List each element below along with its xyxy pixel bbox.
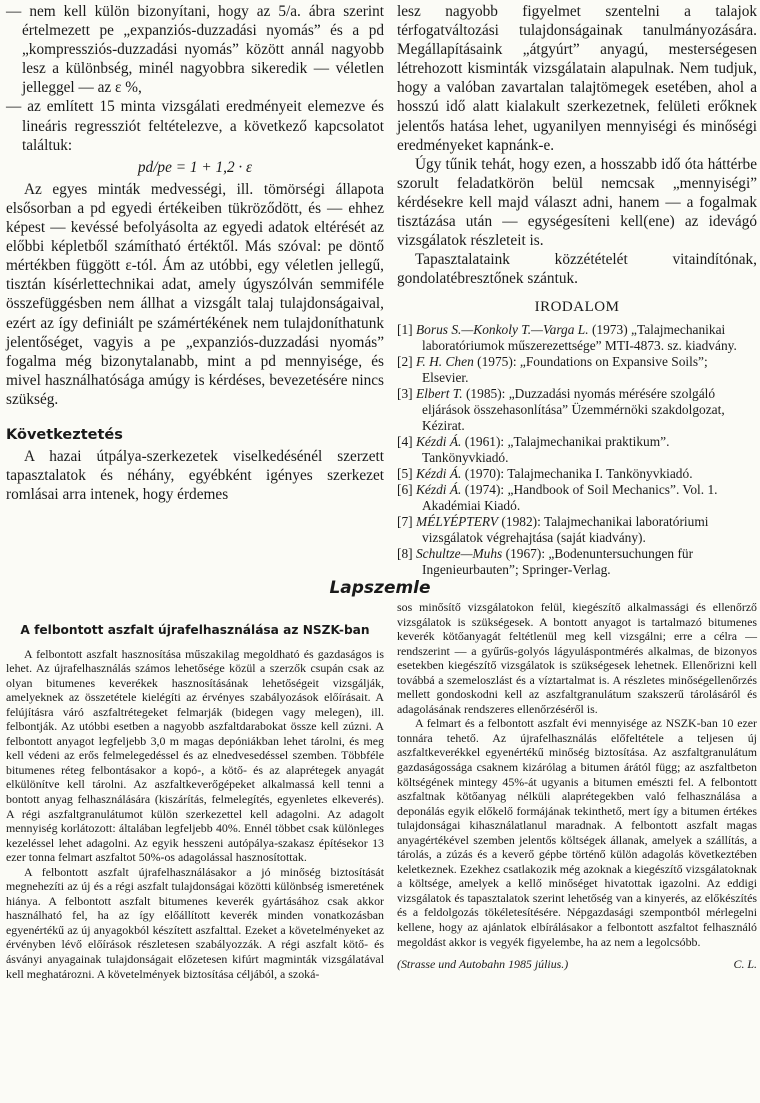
formula: pd/pe = 1 + 1,2 · ε [137,158,253,176]
reference-item: [6] Kézdi Á. (1974): „Handbook of Soil Mechanics”. Vol. 1. Akadémiai Kiadó. [397,481,718,514]
author-initials: C. L. [733,957,757,972]
source-line [397,957,757,972]
article-title: A felbontott aszfalt újrafelhasználása az NSZK-ban [20,623,370,637]
paragraph: A hazai útpálya-szerkezetek viselkedésénél szerzett tapasztalatok és néhány, egyébként igényes szerkezet romlásai arra intenek, hogy érdemes [6,448,384,504]
bullet-item-1: — nem kell külön bizonyítani, hogy az 5/a. ábra szerint értelmezett pe „expanziós-duzzadási nyomás” és a pd „kompressziós-duzzadási nyomás” között annál nagyobb lesz a különbség, minél nagyobbra sikeredik — véletlen jelleggel — az ε %, [6,3,384,97]
reference-item: [2] F. H. Chen (1975): „Foundations on Expansive Soils”; Elsevier. [397,353,708,385]
section-title-lapszemle: Lapszemle [329,578,431,598]
reference-list [397,322,757,579]
reference-item: [5] Kézdi Á. (1970): Talajmechanika I. Tankönyvkiadó. [397,465,693,481]
paragraph: A felbontott aszfalt újrafelhasználásakor a jó minőség biztosítását megnehezíti az új és a régi aszfalt tulajdonságai közötti különbség ismeretének hiánya. A felbontott aszfalt bitumenes keverék gyártásához csak akkor használható fel, ha az így előállított keverék minden vonatkozásban egyenértékű az új anyagokból készített aszfalttal. Ezeket a követelményeket az érvényben lévő előírások részletesen szabályozzák. A régi aszfalt kötő- és ásványi anyagainak tulajdonságait előzetesen kifúrt magminták vizsgálatával kell meghatározni. A követelmények biztosítása céljából, a szoká- [6,864,384,981]
bullet-item-2: — az említett 15 minta vizsgálati eredményeit elemezve és lineáris regressziót feltételezve, a következő kapcsolatot találtuk: [6,98,384,154]
reference-item: [1] Borus S.—Konkoly T.—Varga L. (1973) „Talajmechanikai laboratóriumok műszerezettsége” MTI-4873. sz. kiadvány. [397,321,737,353]
paragraph: Úgy tűnik tehát, hogy ezen, a hosszabb idő óta háttérbe szorult feladatkörön belül nemcsak „mennyiségi” kérdésekre kell majd választ adni, hanem — a fogalmak tisztázása után — egységesíteni kell(ene) az idevágó vizsgálatok részleteit is. [397,155,757,250]
reference-item: [8] Schultze—Muhs (1967): „Bodenuntersuchungen für Ingenieurbauten”; Springer-Verlag. [397,546,694,578]
top-right-column [397,2,757,578]
reference-item: [4] Kézdi Á. (1961): „Talajmechanikai praktikum”. Tankönyvkiadó. [397,433,670,465]
paragraph: sos minősítő vizsgálatokon felül, kiegészítő alkalmassági és ellenőrző vizsgálatok is szükségesek. A bontott anyagot is tartalmazó bitumenes keverék kötőanyagát feltétlenül meg kell vizsgálni; erre a célra — rendszerint — a gyűrűs-golyós lágyuláspontmérés alkalmas, de bizonyos esetekben kiegészítő vizsgálatok is szükségesek lehetnek. Ellenőrizni kell továbbá a szemeloszlást és a víztartalmat is. A részletes minőségellenőrzés mellett gondoskodni kell az aszfaltgranulátum szakszerű tárolásáról és adagolásának rendszeres ellenőrzéséről is. [397,600,757,716]
top-left-column [6,2,384,504]
section-heading-conclusion: Következtetés [6,426,123,443]
paragraph: Tapasztalataink közzétételét vitaindítónak, gondolatébresztőnek szántuk. [397,251,757,288]
reference-item: [7] MÉLYÉPTERV (1982): Talajmechanikai laboratóriumi vizsgálatok végrehajtása (saját kiadvány). [397,514,709,546]
paragraph: Az egyes minták medvességi, ill. tömörségi állapota elsősorban a pd egyedi értékeiben tükröződött, és — ehhez képest — kevéssé befolyásolta az egyedi adatok eltérését az előbbi képletből számítható értéktől. Más szóval: pe döntő mértékben függött ε-tól. Ám az utóbbi, egy véletlen jellegű, tisztán kísérlettechnikai adat, amely úgyszólván semmiféle összefüggésben nem állhat a vizsgált talaj tulajdonságaival, ezért az így definiált pe számértékének nem tulajdoníthatunk jelentőséget, vagyis a pe „expanziós-duzzadási nyomás” fogalma még bizonytalanabb, mint a pd mennyisége, és mivel használhatósága amúgy is kérdéses, bevezetésére nincs szükség. [6,180,384,408]
paragraph: lesz nagyobb figyelmet szentelni a talajok térfogatváltozási tulajdonságainak tanulmányozására. Megállapításaink „átgyúrt” anyagú, mesterségesen létrehozott kisminták vizsgálatain alapulnak. Nem tudjuk, hogy a valóban zavartalan talajtömegek esetében, ahol a hosszú idő alatt kialakult szerkezetnek, felületi erőknek jelentős hatása lehet, ugyanilyen mennyiségi és minőségi eredményeket kapnánk-e. [397,3,757,154]
bottom-left-column [6,623,384,981]
paragraph: A felbontott aszfalt hasznosítása műszakilag megoldható és gazdaságos is lehet. Az újrafelhasználás számos lehetősége közül a szerzők csupán csak az olyan bitumenes keverékek hasznosításának lehetőségeit vizsgálják, amelyeknek az összetétele kielégíti az érvényes szabályozások előírásait. A felújításra váró aszfaltrétegeket felmarják (bidegen vagy melegen), ill. felbontják. Az utóbbi esetben a nagyobb aszfaltdarabokat össze kell zúzni. A felbontott anyagot legfeljebb 3,0 m magas depóniákban lehet tárolni, és meg kell védeni az erős felmelegedéssel és az elnedvesedéssel szemben. Többféle bitumenes réteg felbontásakor a kopó-, a kötő- és az alaprétegek anyagát elkülönítve kell tárolni. Az aszfaltkeverőgépeket alkalmassá kell tenni a bontott anyag felhasználására (kiszárítás, felmelegítés, egyenletes elkeverés). A régi aszfaltgranulátumot külön szerkezettel kell adagolni. Az adagolt mennyiség korlátozott: általában legfeljebb 40%. Ennél többet csak különleges kezeléssel lehet adagolni. Az egyik hesszeni autópálya-szakasz építésekor 13 ezer tonna felmart aszfaltot 50%-os adagolással hasznosítottak. [6,646,384,865]
references-heading: IRODALOM [534,299,620,316]
source-citation: (Strasse und Autobahn 1985 július.) [397,957,569,972]
reference-item: [3] Elbert T. (1985): „Duzzadási nyomás mérésére szolgáló eljárások összehasonlítása” Üzemmérnöki szakdolgozat, Kézirat. [397,385,725,433]
paragraph: A felmart és a felbontott aszfalt évi mennyisége az NSZK-ban 10 ezer tonnára tehető. Az újrafelhasználás előfeltétele a teljesen új aszfaltkeverékkel egyenértékű minőség biztosítása. Az aszfaltgranulátum gazdaságossága csaknem kizárólag a bitumen árától függ; az aszfaltbeton költségének mintegy 45%-át ugyanis a bitumen emészti fel. A felbontott aszfaltnak kötőanyag nélküli alaprétegekben való felhasználása a deponálás egyik előkelő formájának tekinthető, mert így a bitumen értékes tulajdonságai kihasználatlanul maradnak. A felbontott aszfalt magas anyagértékével szemben jelentős költségek állanak, amelyek a szállítás, a tárolás, a zúzás és a keverő gépbe történő külön adagolás következtében keletkeznek. Ezekhez csatlakozik még azoknak a kiegészítő vizsgálatoknak a költsége, amelyek a kellő minőséget hivatottak igazolni. Az eddigi vizsgálatok és tapasztalatok szerint lehetőség van a kinyerés, az előkészítés és a feldolgozás tökéletesítésére. Népgazdasági szempontból mérlegelni kellene, hogy az ajánlatok elbírálásakor a felbontott aszfaltot felhasználó megoldást akkor is vegyék figyelembe, ha az nem a legolcsóbb. [397,716,757,949]
bottom-right-column [397,600,757,972]
